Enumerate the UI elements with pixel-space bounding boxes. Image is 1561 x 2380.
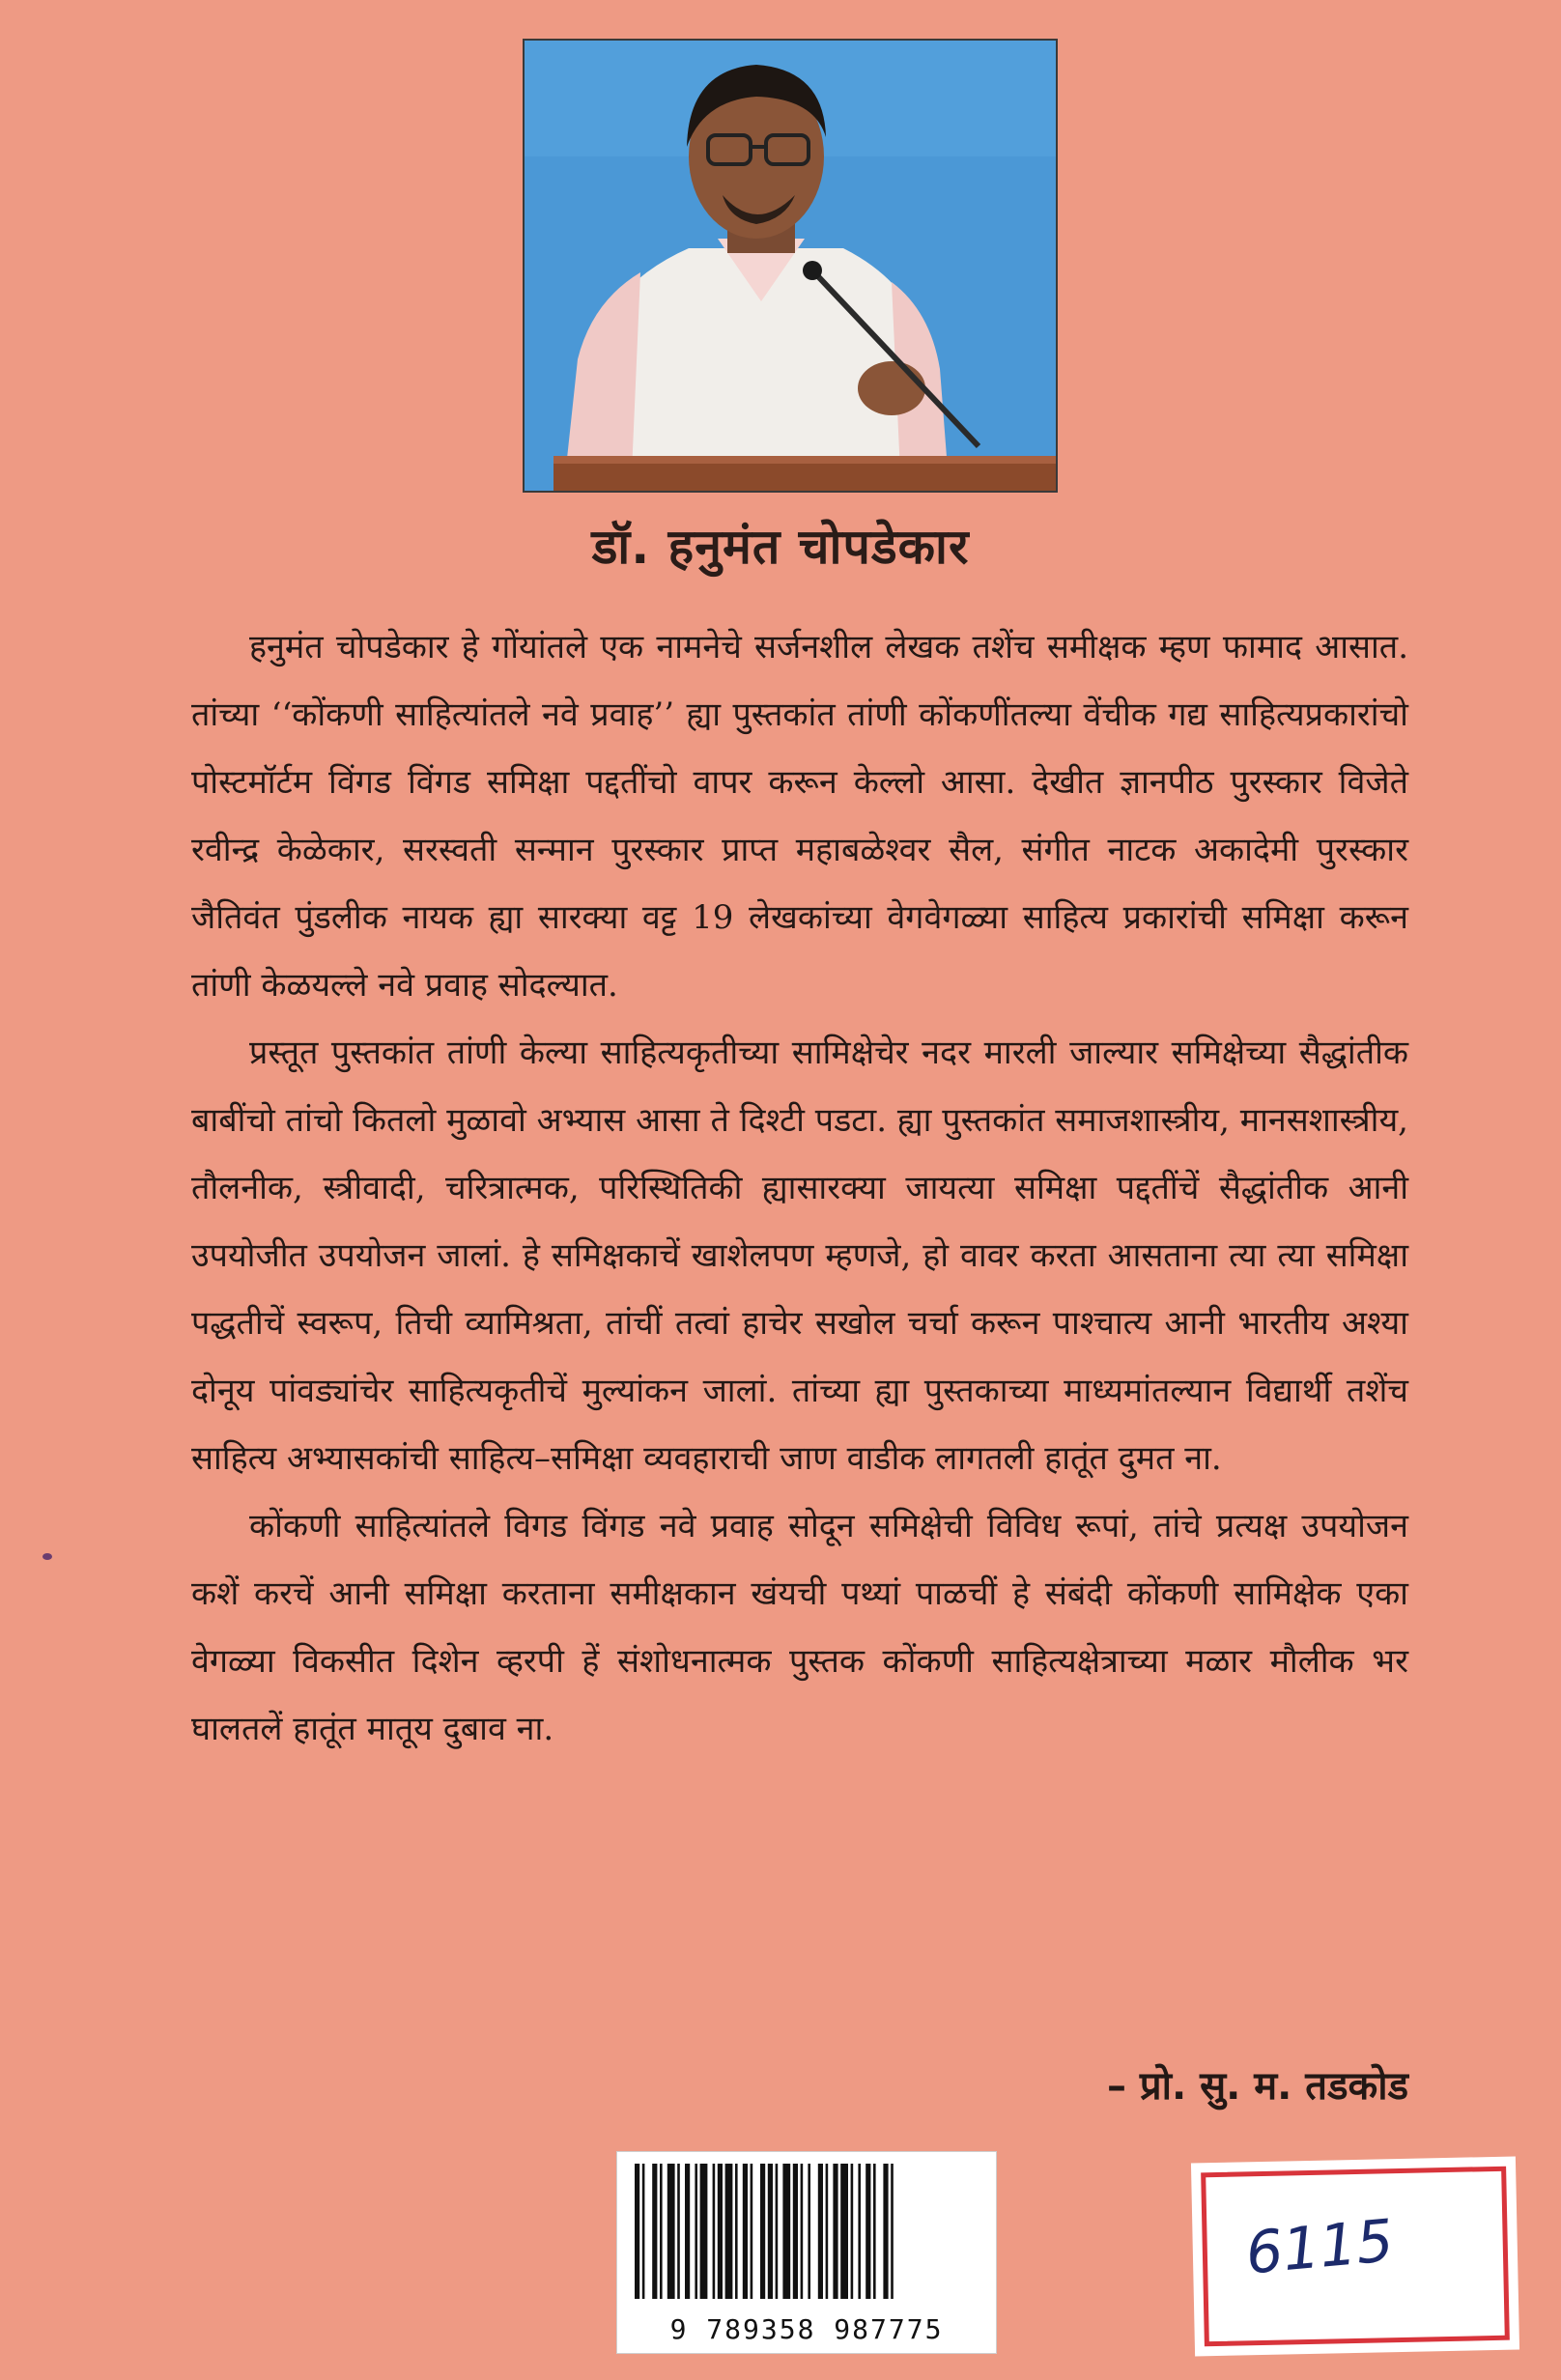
barcode-bar	[818, 2164, 823, 2299]
barcode-bar	[667, 2164, 675, 2299]
barcode-bar	[808, 2164, 810, 2299]
author-photo	[523, 39, 1058, 493]
barcode-bar	[793, 2164, 798, 2299]
barcode-bar	[695, 2164, 697, 2299]
isbn-number: 9 789358 987775	[669, 2313, 944, 2345]
barcode-bar	[768, 2164, 773, 2299]
barcode-bar	[883, 2164, 888, 2299]
barcode-bar	[851, 2164, 854, 2299]
barcode-bar	[782, 2164, 790, 2299]
barcode-bar	[776, 2164, 779, 2299]
barcode-bar	[718, 2164, 723, 2299]
sticker-frame	[1201, 2167, 1510, 2347]
barcode-bar	[858, 2164, 861, 2299]
barcode-bar	[833, 2164, 837, 2299]
barcode-bar	[735, 2164, 738, 2299]
barcode-bar	[840, 2164, 848, 2299]
barcode-bar	[873, 2164, 876, 2299]
blurb-paragraph-3: कोंकणी साहित्यांतले विगड विंगड नवे प्रवाह सोदून समिक्षेची विविध रूपां, तांचे प्रत्यक्ष उपयोजन कशें करचें आनी समिक्षा करताना समीक्षकान खंयची पथ्यां पाळचीं हे संबंदी कोंकणी सामिक्षेक एका वेगळ्या विकसीत दिशेन व्हरपी हें संशोधनात्मक पुस्तक कोंकणी साहित्यक्षेत्राच्या मळार मौलीक भर घालतलें हातूंत मातूय दुबाव ना.	[191, 1507, 1408, 1748]
barcode-bar	[642, 2164, 645, 2299]
author-name: डॉ. हनुमंत चोपडेकार	[591, 519, 970, 575]
blurb-paragraph-2: प्रस्तूत पुस्तकांत तांणी केल्या साहित्यकृतीच्या सामिक्षेचेर नदर मारली जाल्यार समिक्षेच्या सैद्धांतीक बाबींचो तांचो कितलो मुळावो अभ्यास आसा ते दिश्टी पडटा. ह्या पुस्तकांत समाजशास्त्रीय, मानसशास्त्रीय, तौलनीक, स्त्रीवादी, चरित्रात्मक, परिस्थितिकी ह्यासारक्या जायत्या समिक्षा पद्दतींचें सैद्धांतीक आनी उपयोजीत उपयोजन जालां. हे समिक्षकाचें खाशेलपण म्हणजे, हो वावर करता आसताना त्या त्या समिक्षा पद्धतीचें स्वरूप, तिची व्यामिश्रता, तांचीं तत्वां हाचेर सखोल चर्चा करून पाश्चात्य आनी भारतीय अश्या दोनूय पांवड्यांचेर साहित्यकृतीचें मुल्यांकन जालां. तांच्या ह्या पुस्तकाच्या माध्यमांतल्यान विद्यार्थी तशेंच साहित्य अभ्यासकांची साहित्य–समिक्षा व्यवहाराची जाण वाडीक लागतली हातूंत दुमत ना.	[191, 1034, 1408, 1478]
barcode-bar	[801, 2164, 804, 2299]
barcode-bar	[760, 2164, 765, 2299]
barcode-bar	[866, 2164, 870, 2299]
barcode-bar	[751, 2164, 753, 2299]
barcode-bar	[635, 2164, 639, 2299]
barcode-bar	[743, 2164, 748, 2299]
ink-spot	[43, 1553, 52, 1560]
barcode-bar	[725, 2164, 733, 2299]
blurb-signature: – प्रो. सु. म. तडकोड	[1106, 2064, 1408, 2109]
blurb-paragraph-1: हनुमंत चोपडेकार हे गोंयांतले एक नामनेचे सर्जनशील लेखक तशेंच समीक्षक म्हण फामाद आसात. तांच्या ‘‘कोंकणी साहित्यांतले नवे प्रवाह’’ ह्या पुस्तकांत तांणी कोंकणींतल्या वेंचीक गद्य साहित्यप्रकारांचो पोस्टमॉर्टम विंगड विंगड समिक्षा पद्दतींचो वापर करून केल्लो आसा. देखीत ज्ञानपीठ पुरस्कार विजेते रवीन्द्र केळेकार, सरस्वती सन्मान पुरस्कार प्राप्त महाबळेश्वर सैल, संगीत नाटक अकादेमी पुरस्कार जैतिवंत पुंडलीक नायक ह्या सारक्या वट्ट 19 लेखकांच्या वेगवेगळ्या साहित्य प्रकारांची समिक्षा करून तांणी केळयल्ले नवे प्रवाह सोदल्यात.	[191, 628, 1408, 1005]
barcode-bar	[685, 2164, 690, 2299]
barcode-bar	[891, 2164, 894, 2299]
isbn-barcode	[616, 2151, 997, 2354]
barcode-bars	[617, 2152, 996, 2307]
blurb-text	[191, 613, 1408, 1763]
barcode-bar	[700, 2164, 708, 2299]
barcode-bar	[677, 2164, 680, 2299]
barcode-bar	[826, 2164, 829, 2299]
barcode-bar	[652, 2164, 657, 2299]
barcode-bar	[713, 2164, 716, 2299]
barcode-bar	[660, 2164, 663, 2299]
accession-number: 6115	[1242, 2206, 1397, 2288]
author-photo-image	[525, 41, 1058, 493]
library-sticker	[1191, 2157, 1519, 2357]
